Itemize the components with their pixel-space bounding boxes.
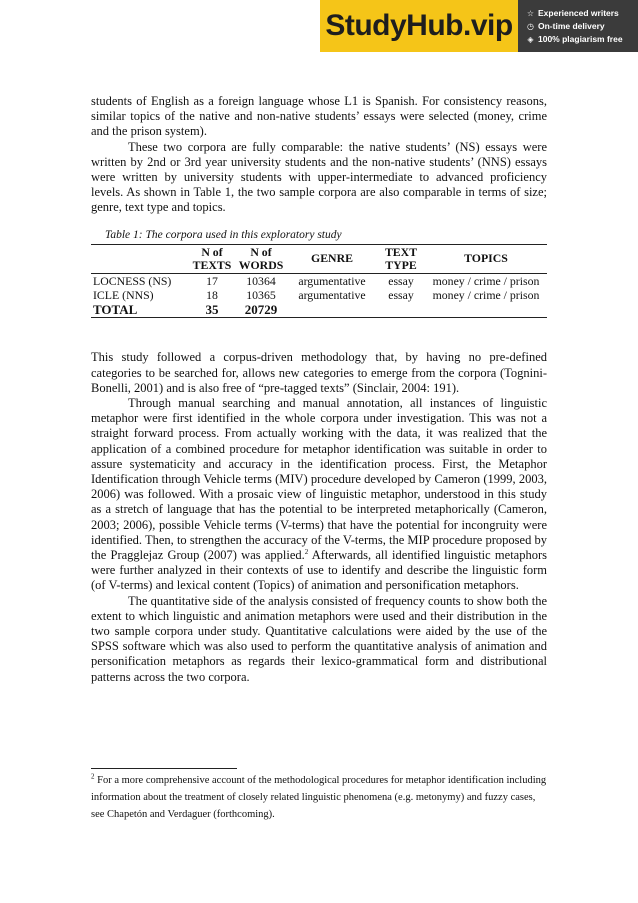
- clock-icon: ◷: [527, 21, 534, 31]
- star-icon: ☆: [526, 8, 535, 18]
- brand-logo[interactable]: StudyHub.vip: [320, 0, 518, 52]
- perk-label: 100% plagiarism free: [538, 34, 623, 44]
- footnote-mark: 2: [91, 772, 95, 781]
- corpora-table: [91, 244, 547, 319]
- table-row: [91, 273, 547, 288]
- cell-topics: money / crime / prison: [432, 288, 540, 303]
- promo-banner[interactable]: [320, 0, 638, 52]
- cell-texts: 35: [205, 301, 219, 317]
- cell-words: 20729: [244, 301, 278, 317]
- cell-words: 10365: [246, 288, 276, 303]
- table-header-row: [91, 244, 547, 273]
- cell-words: 10364: [246, 273, 276, 288]
- cell-topics: money / crime / prison: [432, 273, 540, 288]
- cell-genre: argumentative: [298, 288, 366, 303]
- header-cell: TEXT TYPE: [384, 244, 418, 272]
- paragraph: Through manual searching and manual annotation, all instances of linguistic metaphor were first identified in the whole corpora under investigation. This was not a straight forward process. From actually working with the data, it was realized that the application of a combined procedure for metaphor identification was suitable in order to assure systematicity and accuracy in the identification process. First, the Metaphor Identification through Vehicle terms (MIV) procedure developed by Cameron (1999, 2003, 2006) was followed. With a prosaic view of linguistic metaphor, understood in this study as a stretch of language that has the potential to be interpreted metaphorically (Cameron, 2003; 2006), possible Vehicle terms (V-terms) that have the potential for incongruity were identified. Then, to strengthen the accuracy of the V-terms, the MIP procedure proposed by the Pragglejaz Group (2007) was applied.$^2$ Afterwards, all identified linguistic metaphors were further analyzed in their contexts of use to identify and describe the linguistic form (of V-terms) and lexical content (Topics) of animation and personification metaphors.: [91, 395, 547, 593]
- perk-item: [526, 34, 638, 44]
- shield-icon: ◈: [527, 34, 534, 44]
- table-row: [91, 288, 547, 303]
- perk-list: [518, 0, 638, 52]
- perk-label: Experienced writers: [538, 8, 619, 18]
- cell-type: essay: [388, 288, 414, 303]
- page-body: [91, 94, 547, 685]
- header-cell: GENRE: [311, 251, 353, 266]
- perk-label: On-time delivery: [538, 21, 605, 31]
- header-cell: N of TEXTS: [192, 244, 232, 272]
- perk-item: [526, 8, 638, 18]
- cell-texts: 18: [206, 288, 218, 303]
- cell-type: essay: [388, 273, 414, 288]
- footnote-divider: [91, 768, 237, 769]
- perk-item: [526, 21, 638, 31]
- paragraph: These two corpora are fully comparable: the native students’ (NS) essays were written by 2nd or 3rd year university students and the non-native students’ (NNS) essays were written by university students with upper-intermediate to advanced proficiency levels. As shown in Table 1, the two sample corpora are also comparable in terms of size; genre, text type and topics.: [91, 139, 547, 215]
- cell-corpus: TOTAL: [93, 301, 138, 317]
- cell-corpus: ICLE (NNS): [93, 288, 154, 303]
- footnote-ref: 2: [304, 547, 309, 556]
- cell-corpus: LOCNESS (NS): [93, 273, 172, 288]
- table-caption: Table 1: The corpora used in this exploratory study: [105, 228, 342, 241]
- paragraph: The quantitative side of the analysis consisted of frequency counts to show both the extent to which linguistic and animation metaphors were used and their distribution in the two sample corpora under study. Quantitative calculations were aided by the use of the SPSS software which was also used to perform the quantitative analysis of animation and personification metaphors as regards their lexico-grammatical form and distributional patterns across the two corpora.: [91, 593, 547, 684]
- header-cell: TOPICS: [464, 251, 508, 266]
- header-cell: N of WORDS: [238, 244, 284, 272]
- paragraph: students of English as a foreign language whose L1 is Spanish. For consistency reasons, similar topics of the native and non-native students’ essays were selected (money, crime and the prison system).: [91, 94, 547, 139]
- cell-genre: argumentative: [298, 273, 366, 288]
- paragraph: This study followed a corpus-driven methodology that, by having no pre-defined categories to be searched for, allows new categories to emerge from the corpora (Tognini-Bonelli, 2001) and is also free of “pre-tagged texts” (Sinclair, 2004: 191).: [91, 350, 547, 395]
- header-cell: [91, 244, 189, 273]
- cell-texts: 17: [206, 273, 218, 288]
- footnote: $^2$ For a more comprehensive account of the methodological procedures for metaphor identification including information about the treatment of closely related linguistic phenomena (e.g. metonymy) and fuzzy cases, see Chapetón and Verdaguer (forthcoming).: [91, 772, 547, 820]
- table-total-row: [91, 303, 547, 318]
